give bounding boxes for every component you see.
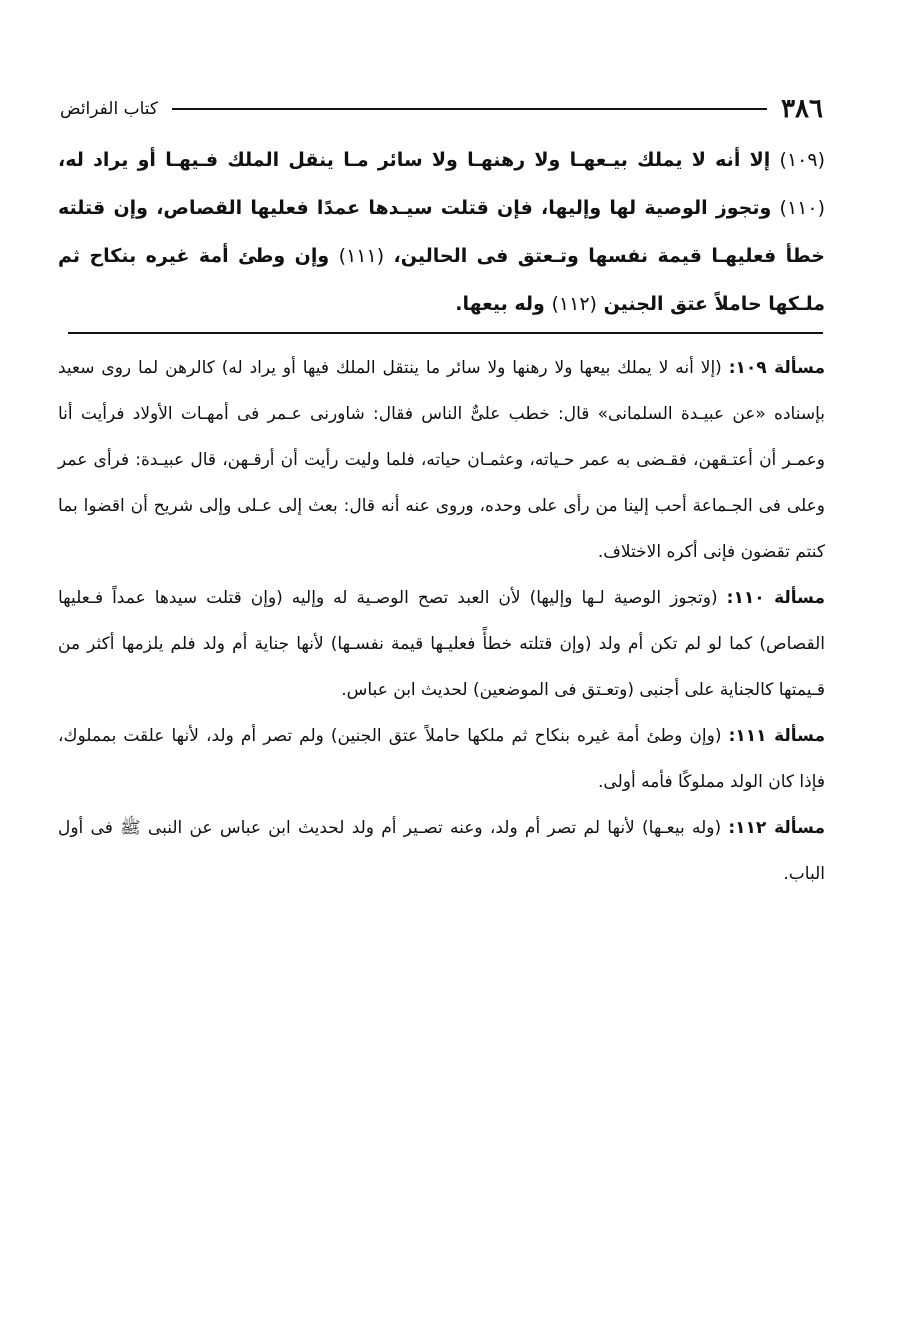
clause-number: (١١٠) bbox=[779, 197, 825, 219]
clause-text: وتجوز الوصية لها وإليها، فإن قتلت سيـدها عمدًا فعليها القصاص، وإن قتلته خطأ فعليهـا قيمة نفسها وتـعتق فى الحالين، bbox=[58, 197, 825, 267]
commentary-entry bbox=[58, 805, 825, 897]
main-text-paragraph bbox=[58, 136, 825, 328]
clause-text: وإن وطئ أمة غيره بنكاح ثم ملـكها حاملاً عتق الجنين bbox=[58, 245, 825, 315]
issue-text: (إلا أنه لا يملك بيعها ولا رهنها ولا سائر ما ينتقل الملك فيها أو يراد له) كالرهن لما روى سعيد بإسناده «عن عبيـدة السلمانى» قال: خطب علىٌّ الناس فقال: شاورنى عـمر فى أمهـات الأولاد فرأيت أنا وعمـر أن أعتـقهن، فقـضى به عمر حـياته، وعثمـان حياته، فلما وليت رأيت أن أرقـهن، قال عبيـدة: فرأى عمر وعلى فى الجـماعة أحب إلينا من رأى على وحده، وروى عنه أنه قال: بعث إلى عـلى وإلى شريح أن اقضوا بما كنتم تقضون فإنى أكره الاختلاف. bbox=[58, 358, 825, 562]
page-header bbox=[60, 94, 823, 124]
header-rule bbox=[172, 108, 767, 110]
commentary-entry bbox=[58, 575, 825, 713]
issue-label: مسألة ١١٢: bbox=[728, 818, 825, 838]
clause-text: إلا أنه لا يملك بيـعهـا ولا رهنهـا ولا سائر مـا ينقل الملك فـيهـا أو يراد له، bbox=[58, 149, 771, 171]
issue-label: مسألة ١١٠: bbox=[726, 588, 825, 608]
clause-number: (١٠٩) bbox=[779, 149, 825, 171]
commentary-entry bbox=[58, 713, 825, 805]
commentary-entry bbox=[58, 345, 825, 575]
clause-number: (١١٢) bbox=[551, 293, 597, 315]
issue-text: (وتجوز الوصية لـها وإليها) لأن العبد تصح الوصـية له وإليه (وإن قتلت سيدها عمداً فـعليها القصاص) كما لو لم تكن أم ولد (وإن قتلته خطأً فعليـها قيمة نفسـها) لأنها جناية أم ولد فلم يلزمها أكثر من قـيمتها كالجناية على أجنبى (وتعـتق فى الموضعين) لحديث ابن عباس. bbox=[58, 588, 825, 700]
main-text bbox=[58, 136, 825, 328]
issue-text: (وإن وطئ أمة غيره بنكاح ثم ملكها حاملاً عتق الجنين) ولم تصر أم ولد، لأنها علقت بمملوك، فإذا كان الولد مملوكًا فأمه أولى. bbox=[58, 726, 825, 792]
issue-text: (وله بيعـها) لأنها لم تصر أم ولد، وعنه تصـير أم ولد لحديث ابن عباس عن النبى ﷺ فى أول الباب. bbox=[58, 818, 825, 884]
issue-label: مسألة ١٠٩: bbox=[728, 358, 825, 378]
commentary bbox=[58, 345, 825, 897]
page-number: ٣٨٦ bbox=[781, 94, 823, 124]
running-title: كتاب الفرائض bbox=[60, 99, 158, 119]
issue-label: مسألة ١١١: bbox=[728, 726, 826, 746]
clause-text: وله بيعها. bbox=[455, 293, 545, 315]
clause-number: (١١١) bbox=[338, 245, 385, 267]
section-divider bbox=[68, 332, 823, 334]
